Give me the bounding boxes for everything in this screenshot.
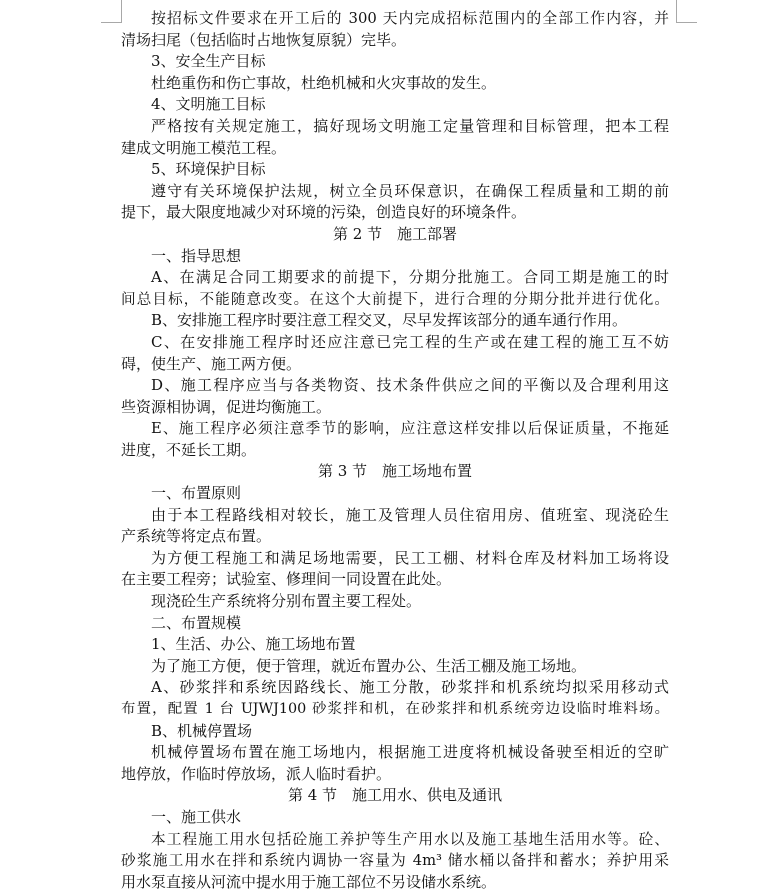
paragraph-line: 现浇砼生产系统将分别布置主要工程处。 (151, 592, 422, 611)
paragraph-line: 遵守有关环境保护法规，树立全员环保意识，在确保工程质量和工期的前 (151, 181, 669, 200)
paragraph-line: 布置，配置 1 台 UJWJ100 砂浆拌和机，在砂浆拌和机系统旁边设临时堆料场。 (121, 701, 669, 717)
subheading-water-supply: 一、施工供水 (151, 807, 242, 826)
paragraph-line: 用水泵直接从河流中提水用于施工部位不另设储水系统。 (121, 872, 497, 891)
paragraph-line: 严格按有关规定施工，搞好现场文明施工定量管理和目标管理，把本工程 (151, 116, 669, 135)
subheading-environmental-goal: 5、环境保护目标 (151, 160, 266, 179)
section-heading-3: 第 3 节 施工场地布置 (317, 462, 473, 481)
paragraph-line: B、安排施工程序时要注意工程交叉，尽早发挥该部分的通车通行作用。 (151, 311, 628, 330)
document-body (121, 8, 669, 893)
paragraph-line: E、施工程序必须注意季节的影响，应注意这样安排以后保证质量，不拖延 (151, 420, 669, 438)
paragraph-line: 本工程施工用水包括砼施工养护等生产用水以及施工基地生活用水等。砼、 (151, 830, 669, 848)
paragraph-line: 产系统等将定点布置。 (121, 527, 272, 546)
paragraph-line: 机械停置场布置在施工场地内，根据施工进度将机械设备驶至相近的空旷 (151, 743, 669, 762)
paragraph-line: 砂浆施工用水在拌和系统内调协一容量为 4m³ 储水桶以备拌和蓄水；养护用采 (121, 852, 669, 870)
paragraph-line: 地停放，作临时停放场，派人临时看护。 (121, 764, 392, 783)
subheading-layout-scale: 二、布置规模 (151, 613, 242, 632)
subheading-layout-principle: 一、布置原则 (151, 484, 242, 503)
paragraph-line: A、在满足合同工期要求的前提下，分期分批施工。合同工期是施工的时 (151, 268, 669, 287)
paragraph-line: A、砂浆拌和系统因路线长、施工分散，砂浆拌和机系统均拟采用移动式 (151, 678, 669, 697)
paragraph-line: 由于本工程路线相对较长，施工及管理人员住宿用房、值班室、现浇砼生 (151, 505, 669, 524)
section-heading-4: 第 4 节 施工用水、供电及通讯 (287, 786, 503, 805)
subheading-machinery-yard: B、机械停置场 (151, 721, 253, 740)
paragraph-line: 建成文明施工模范工程。 (121, 138, 287, 157)
subheading-site-layout: 1、生活、办公、施工场地布置 (151, 635, 356, 654)
margin-corner-mark-right (676, 0, 697, 23)
paragraph-line: 些资源相协调，促进均衡施工。 (121, 397, 332, 416)
paragraph-line: 清场扫尾（包括临时占地恢复原貌）完毕。 (121, 30, 407, 49)
paragraph-line: 为方便工程施工和满足场地需要，民工工棚、材料仓库及材料加工场将设 (151, 548, 669, 567)
subheading-civilized-construction-goal: 4、文明施工目标 (151, 95, 266, 114)
paragraph-line: 碍，使生产、施工两方便。 (121, 354, 302, 373)
paragraph-line: 为了施工方便，便于管理，就近布置办公、生活工棚及施工场地。 (151, 656, 587, 675)
paragraph-line: D、施工程序应当与各类物资、技术条件供应之间的平衡以及合理利用这 (151, 376, 669, 395)
subheading-safety-goal: 3、安全生产目标 (151, 52, 266, 71)
paragraph-line: 杜绝重伤和伤亡事故，杜绝机械和火灾事故的发生。 (151, 73, 497, 92)
margin-corner-mark-left (101, 0, 122, 23)
subheading-guiding-idea: 一、指导思想 (151, 246, 242, 265)
paragraph-line: 进度，不延长工期。 (121, 440, 257, 459)
paragraph-line: 在主要工程旁；试验室、修理间一同设置在此处。 (121, 570, 452, 589)
section-heading-2: 第 2 节 施工部署 (332, 224, 458, 243)
paragraph-line: 按招标文件要求在开工后的 300 天内完成招标范围内的全部工作内容，并 (151, 10, 669, 27)
paragraph-line: C、在安排施工程序时还应注意已完工程的生产或在建工程的施工互不妨 (151, 332, 669, 351)
paragraph-line: 提下，最大限度地减少对环境的污染，创造良好的环境条件。 (121, 203, 527, 222)
paragraph-line: 间总目标，不能随意改变。在这个大前提下，进行合理的分期分批并进行优化。 (121, 290, 669, 308)
